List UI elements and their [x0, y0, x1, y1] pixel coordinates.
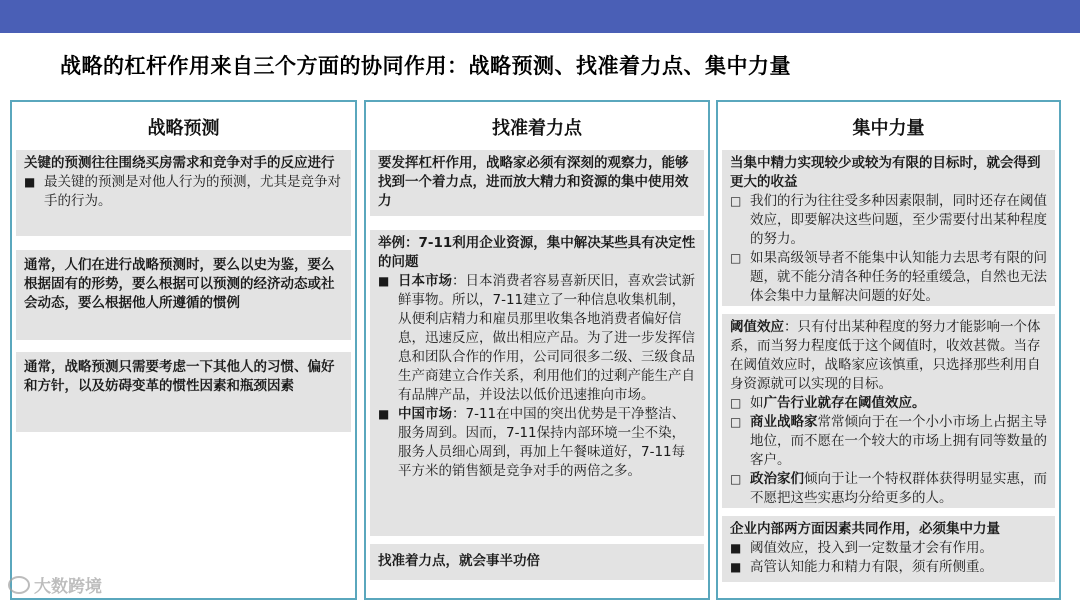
logo-icon	[8, 576, 30, 594]
square-bullet-icon: ■	[378, 407, 390, 421]
box-lead: 企业内部两方面因素共同作用，必须集中力量	[730, 521, 1000, 537]
list-item: ■ 阈值效应，投入到一定数量才会有作用。	[730, 540, 993, 556]
leverage-box-example	[370, 230, 704, 536]
list-item: ■ 日本市场：日本消费者容易喜新厌旧，喜欢尝试新鲜事物。所以，7-11建立了一种信息收集机制，从便利店精力和雇员那里收集各地消费者偏好信息，迅速反应，做出相应产品。为了进一步发挥信息和团队合作的作用，公司同很多二级、三级食品生产商建立合作关系，利用他们的过剩产能生产自有品牌产品，并设法以低价迅速推向市场。	[378, 273, 695, 403]
list-item: □ 如广告行业就存在阈值效应。	[730, 395, 926, 411]
forecast-box-1	[16, 150, 351, 236]
focus-box-3	[722, 516, 1055, 582]
hollow-square-bullet-icon: □	[730, 415, 742, 429]
square-bullet-icon: ■	[378, 274, 390, 288]
leverage-box-1: 要发挥杠杆作用，战略家必须有深刻的观察力，能够找到一个着力点，进而放大精力和资源的集中使用效力	[370, 150, 704, 216]
hollow-square-bullet-icon: □	[730, 472, 742, 486]
list-item: ■ 最关键的预测是对他人行为的预测，尤其是竞争对手的行为。	[24, 174, 341, 209]
column-heading: 战略预测	[147, 118, 220, 139]
list-item: □ 商业战略家常常倾向于在一个小小市场上占据主导地位，而不愿在一个较大的市场上拥有同等数量的客户。	[730, 414, 1047, 468]
square-bullet-icon: ■	[730, 541, 742, 555]
column-leverage-point	[364, 100, 710, 600]
focus-box-1	[722, 150, 1055, 306]
list-item: □ 政治家们倾向于让一个特权群体获得明显实惠，而不愿把这些实惠均分给更多的人。	[730, 471, 1047, 506]
top-banner	[0, 0, 1080, 33]
column-strategic-forecast	[10, 100, 357, 600]
box-lead: 当集中精力实现较少或较为有限的目标时，就会得到更大的收益	[730, 155, 1041, 190]
column-heading: 找准着力点	[492, 118, 582, 139]
forecast-box-2: 通常，人们在进行战略预测时，要么以史为鉴，要么根据固有的形势，要么根据可以预测的经济动态或社会动态，要么根据他人所遵循的惯例	[16, 250, 351, 340]
hollow-square-bullet-icon: □	[730, 194, 742, 208]
column-heading: 集中力量	[852, 118, 925, 139]
hollow-square-bullet-icon: □	[730, 251, 742, 265]
hollow-square-bullet-icon: □	[730, 396, 742, 410]
page-title: 战略的杠杆作用来自三个方面的协同作用：战略预测、找准着力点、集中力量	[60, 54, 791, 78]
list-item: □ 如果高级领导者不能集中认知能力去思考有限的问题，就不能分清各种任务的轻重缓急，自然也无法体会集中力量解决问题的好处。	[730, 250, 1047, 304]
box-lead: 举例：7-11利用企业资源，集中解决某些具有决定性的问题	[378, 235, 696, 270]
square-bullet-icon: ■	[730, 560, 742, 574]
list-item: ■ 中国市场：7-11在中国的突出优势是干净整洁、服务周到。因而，7-11保持内部环境一尘不染，服务人员细心周到，再加上午餐味道好，7-11每平方米的销售额是竞争对手的两倍之多。	[378, 406, 686, 479]
forecast-box-3: 通常，战略预测只需要考虑一下其他人的习惯、偏好和方针，以及妨碍变革的惯性因素和瓶颈因素	[16, 352, 351, 432]
list-item: ■ 高管认知能力和精力有限，须有所侧重。	[730, 559, 993, 575]
list-item: □ 我们的行为往往受多种因素限制，同时还存在阈值效应，即要解决这些问题，至少需要付出某种程度的努力。	[730, 193, 1047, 247]
square-bullet-icon: ■	[24, 175, 36, 189]
focus-box-threshold: 阈值效应：只有付出某种程度的努力才能影响一个体系，而当努力程度低于这个阈值时，收效甚微。当存在阈值效应时，战略家应该慎重，只选择那些利用自身资源就可以实现的目标。 □ 如广告行业就存在阈值效应。 □ 商业战略家常常倾向于在一个小小市场上占据主导地位，而不愿在一个较大的市场上拥有同等数量的客户。 □ 政治家们倾向于让一个特权群体获得明显实惠，而不愿把这些实惠均分给更多的人。	[722, 314, 1055, 508]
leverage-box-3: 找准着力点，就会事半功倍	[370, 544, 704, 580]
watermark: 大数跨境	[8, 572, 102, 597]
box-lead: 关键的预测往往围绕买房需求和竞争对手的反应进行	[24, 155, 335, 171]
column-concentrate-force	[716, 100, 1061, 600]
